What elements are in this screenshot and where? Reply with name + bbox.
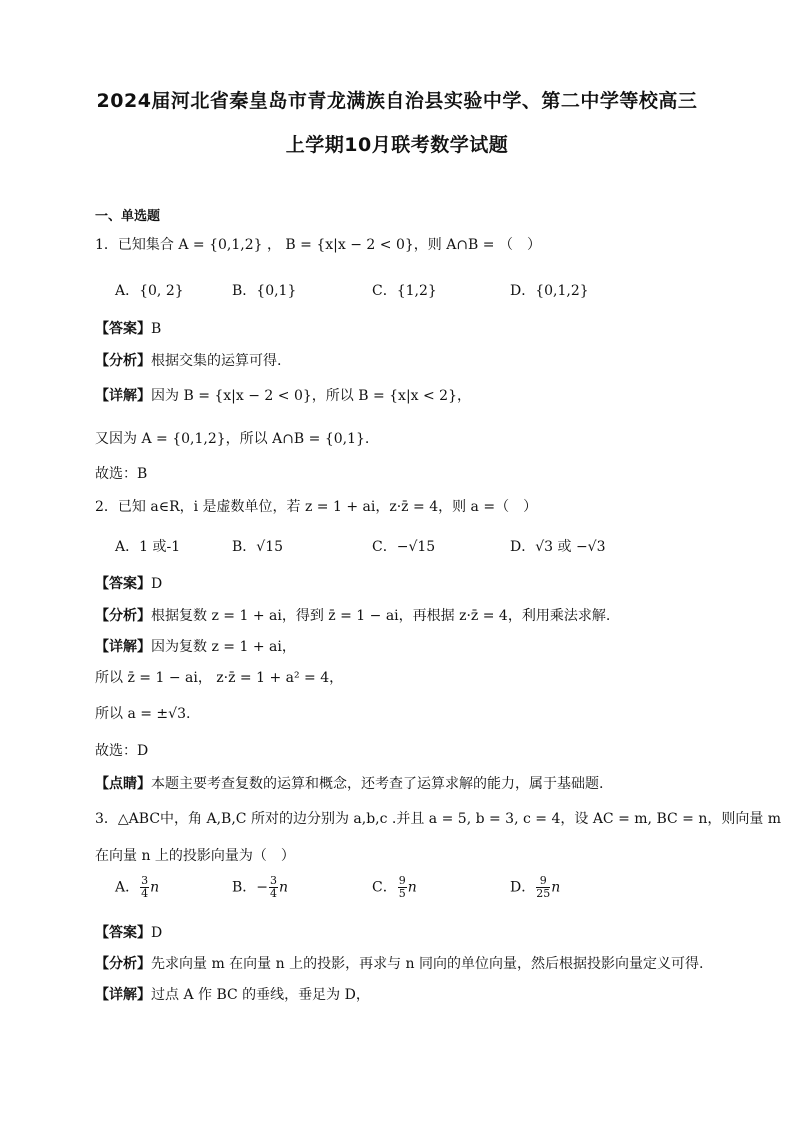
q3-option-c-den: 5 xyxy=(398,887,406,900)
q2-choice: 故选：D xyxy=(95,743,149,759)
q3-option-c-fraction xyxy=(398,875,407,900)
label-tag: 【分析】 xyxy=(95,353,151,369)
q2-option-c: C．−√15 xyxy=(372,539,436,555)
q3-option-c-label: C． xyxy=(372,879,397,896)
label-tag: 【点睛】 xyxy=(95,776,151,792)
label-tag: 【分析】 xyxy=(95,608,151,624)
label-tag: 【分析】 xyxy=(95,956,151,972)
q3-option-a-vec: n xyxy=(150,879,160,896)
section-heading: 一、单选题 xyxy=(95,209,161,224)
q2-detail-2: 所以 z̄ = 1 − ai， z·z̄ = 1 + a² = 4， xyxy=(95,670,344,686)
label-tag: 【详解】 xyxy=(95,639,151,655)
q3-option-b-fraction xyxy=(269,875,278,900)
title-line-1: 2024届河北省秦皇岛市青龙满族自治县实验中学、第二中学等校高三 xyxy=(96,90,698,112)
q2-option-b: B．√15 xyxy=(232,539,284,555)
q1-detail-1 xyxy=(95,385,471,405)
q3-stem-2: 在向量 n 上的投影向量为（ ） xyxy=(95,848,295,864)
q1-detail-2: 又因为 A = {0,1,2}，所以 A∩B = {0,1}. xyxy=(95,431,370,447)
q3-option-c-vec: n xyxy=(407,879,417,896)
q3-option-b-vec: n xyxy=(279,879,289,896)
q3-option-c xyxy=(372,875,417,900)
q2-stem: 2．已知 a∈R，i 是虚数单位，若 z = 1 + ai，z·z̄ = 4，则 a =（ ） xyxy=(95,499,538,515)
label-text: 根据复数 z = 1 + ai，得到 z̄ = 1 − ai，再根据 z·z̄ = 4，利用乘法求解. xyxy=(151,608,611,624)
label-text: 因为复数 z = 1 + ai， xyxy=(151,639,296,655)
q3-option-b xyxy=(232,875,288,900)
q3-option-c-num: 9 xyxy=(398,874,406,887)
title-line-2: 上学期10月联考数学试题 xyxy=(285,134,509,156)
label-text: D xyxy=(151,925,163,941)
q3-option-a-num: 3 xyxy=(141,874,149,887)
q2-option-d: D．√3 或 −√3 xyxy=(510,539,606,555)
q3-option-b-num: 3 xyxy=(270,874,278,887)
q1-option-c: C．{1,2} xyxy=(372,283,437,299)
q3-option-d-num: 9 xyxy=(536,875,550,888)
label-text: 先求向量 m 在向量 n 上的投影，再求与 n 同向的单位向量，然后根据投影向量定义可得. xyxy=(151,956,704,972)
q2-analysis xyxy=(95,605,610,625)
q3-option-d xyxy=(510,875,560,900)
q3-option-b-label: B． xyxy=(232,879,257,896)
q3-answer xyxy=(95,922,162,942)
q3-option-b-sign: − xyxy=(256,879,269,896)
q3-option-d-den: 25 xyxy=(536,887,551,900)
label-text: B xyxy=(151,321,162,337)
q3-option-d-label: D． xyxy=(510,879,536,896)
q3-stem-1: 3．△ABC中，角 A,B,C 所对的边分别为 a,b,c .并且 a = 5, b = 3, c = 4，设 AC = m, BC = n，则向量 m xyxy=(95,811,782,827)
q2-answer xyxy=(95,573,162,593)
q1-option-a: A．{0, 2} xyxy=(115,283,184,299)
label-tag: 【答案】 xyxy=(95,925,151,941)
q2-detail-1 xyxy=(95,636,296,656)
q3-option-a xyxy=(115,875,159,900)
label-text: 因为 B = {x|x − 2 < 0}，所以 B = {x|x < 2}， xyxy=(151,388,471,404)
q3-option-d-fraction xyxy=(536,875,550,900)
label-tag: 【答案】 xyxy=(95,576,151,592)
q1-answer xyxy=(95,318,161,338)
q2-note xyxy=(95,773,603,793)
q1-option-d: D．{0,1,2} xyxy=(510,283,589,299)
q3-option-a-label: A． xyxy=(115,879,140,896)
q1-option-b: B．{0,1} xyxy=(232,283,297,299)
q1-analysis xyxy=(95,350,281,370)
q3-option-d-vec: n xyxy=(551,879,561,896)
label-text: 过点 A 作 BC 的垂线，垂足为 D， xyxy=(151,987,370,1003)
q1-choice: 故选：B xyxy=(95,466,148,482)
label-text: 根据交集的运算可得. xyxy=(151,353,282,369)
q3-analysis xyxy=(95,953,703,973)
q3-option-a-den: 4 xyxy=(141,887,149,900)
label-text: D xyxy=(151,576,163,592)
q3-option-b-den: 4 xyxy=(270,887,278,900)
q3-detail-1 xyxy=(95,984,370,1004)
label-tag: 【详解】 xyxy=(95,388,151,404)
q2-option-a: A．1 或-1 xyxy=(115,539,181,555)
label-tag: 【详解】 xyxy=(95,987,151,1003)
q3-option-a-fraction xyxy=(140,875,149,900)
q2-detail-3: 所以 a = ±√3. xyxy=(95,706,191,722)
q1-stem: 1．已知集合 A = {0,1,2} ， B = {x|x − 2 < 0}，则 A∩B = （ ） xyxy=(95,237,541,253)
label-text: 本题主要考查复数的运算和概念，还考查了运算求解的能力，属于基础题. xyxy=(151,776,604,792)
label-tag: 【答案】 xyxy=(95,321,151,337)
